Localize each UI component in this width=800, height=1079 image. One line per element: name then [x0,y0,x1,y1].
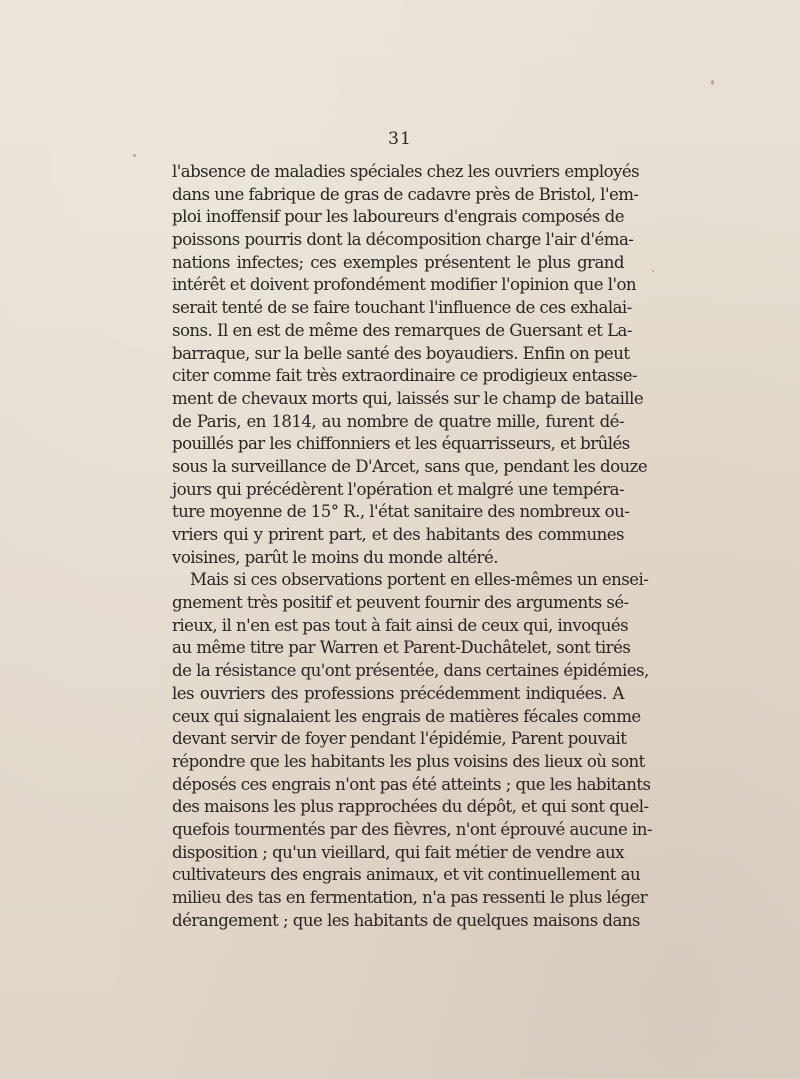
text-line: des maisons les plus rapprochées du dépôt, et qui sont quel- [172,797,649,817]
body-text [172,161,652,932]
text-line: pouillés par les chiffonniers et les équarrisseurs, et brûlés [172,434,630,454]
text-line: dérangement ; que les habitants de quelques maisons dans [172,910,640,930]
text-line: disposition ; qu'un vieillard, qui fait métier de vendre aux [172,842,624,862]
text-line: serait tenté de se faire touchant l'influence de ces exhalai- [172,298,632,318]
text-line: cultivateurs des engrais animaux, et vit continuellement au [172,865,641,885]
text-line: de Paris, en 1814, au nombre de quatre mille, furent dé- [172,411,624,431]
text-line: barraque, sur la belle santé des boyaudiers. Enfin on peut [172,343,630,363]
text-line: intérêt et doivent profondément modifier l'opinion que l'on [172,275,637,295]
text-line: devant servir de foyer pendant l'épidémie, Parent pouvait [172,729,627,749]
text-line: les ouvriers des professions précédemment indiquées. A [172,683,624,703]
text-line: l'absence de maladies spéciales chez les ouvriers employés [172,162,640,181]
text-line: répondre que les habitants les plus voisins des lieux où sont [172,751,645,771]
text-line: ceux qui signalaient les engrais de matières fécales comme [172,706,641,726]
text-line: ture moyenne de 15° R., l'état sanitaire des nombreux ou- [172,502,630,522]
text-line: sons. Il en est de même des remarques de Guersant et La- [172,320,632,340]
paper-speck [652,270,654,272]
paragraph-end-line: voisines, parût le moins du monde altéré. [172,547,498,567]
text-line: de la résistance qu'ont présentée, dans certaines épidémies, [172,661,649,681]
text-line: ploi inoffensif pour les laboureurs d'engrais composés de [172,207,624,227]
text-line: rieux, il n'en est pas tout à fait ainsi de ceux qui, invoqués [172,615,629,635]
text-line: vriers qui y prirent part, et des habitants des communes [172,525,624,544]
text-line: jours qui précédèrent l'opération et malgré une tempéra- [172,479,624,499]
text-line: déposés ces engrais n'ont pas été atteints ; que les habitants [172,774,651,794]
text-line: quefois tourmentés par des fièvres, n'ont éprouvé aucune in- [172,819,652,839]
text-line: sous la surveillance de D'Arcet, sans que, pendant les douze [172,456,648,476]
text-line: dans une fabrique de gras de cadavre près de Bristol, l'em- [172,184,639,204]
text-line: poissons pourris dont la décomposition charge l'air d'éma- [172,230,634,250]
text-line: milieu des tas en fermentation, n'a pas ressenti le plus léger [172,888,648,907]
text-line: gnement très positif et peuvent fournir des arguments sé- [172,593,629,613]
paragraph-start-line: Mais si ces observations portent en elles-mêmes un ensei- [190,570,649,590]
text-line: nations infectes; ces exemples présentent le plus grand [172,252,624,272]
paper-speck [133,154,136,157]
text-line: au même titre par Warren et Parent-Duchâtelet, sont tirés [172,638,631,658]
text-line: ment de chevaux morts qui, laissés sur le champ de bataille [172,388,644,408]
page-number: 31 [388,129,412,149]
paper-speck [711,80,714,85]
text-line: citer comme fait très extraordinaire ce prodigieux entasse- [172,366,638,386]
